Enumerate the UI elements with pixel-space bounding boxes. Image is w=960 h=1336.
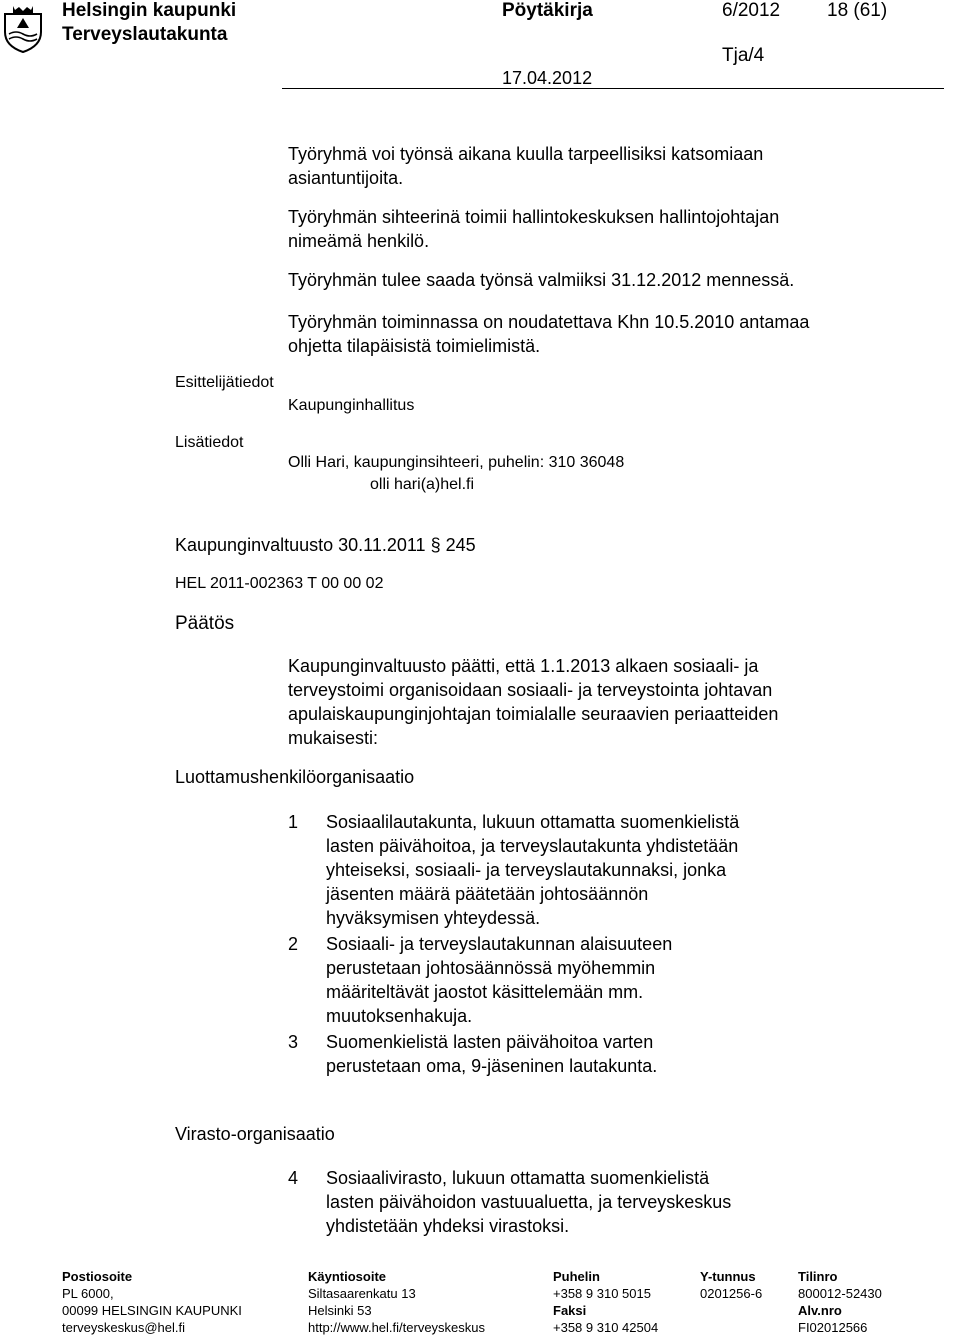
footer-visiting-address: Käyntiosoite Siltasaarenkatu 13 Helsinki 53 http://www.hel.fi/terveyskeskus <box>308 1269 486 1335</box>
intro-paragraph-3: Työryhmän tulee saada työnsä valmiiksi 31.12.2012 mennessä. <box>288 270 795 290</box>
agency-org-heading: Virasto-organisaatio <box>175 1124 335 1144</box>
presenter-label: Esittelijätiedot <box>175 374 274 391</box>
meeting-date: 17.04.2012 <box>502 68 593 88</box>
decision-text: Kaupunginvaltuusto päätti, että 1.1.2013 alkaen sosiaali- ja terveystoimi organisoidaan sosiaali- ja terveystointa johtavan apulaiskaupunginjohtajan toimialalle seuraavien periaatteiden mukaisesti: <box>288 656 779 748</box>
board-name: Terveyslautakunta <box>62 24 228 45</box>
additional-label: Lisätiedot <box>175 434 244 451</box>
header-rule <box>282 88 944 89</box>
intro-paragraph-1: Työryhmä voi työnsä aikana kuulla tarpeellisiksi katsomiaan asiantuntijoita. <box>288 144 764 188</box>
presenter-value: Kaupunginhallitus <box>288 397 415 414</box>
case-reference: HEL 2011-002363 T 00 00 02 <box>175 575 384 592</box>
org-name: Helsingin kaupunki <box>62 0 237 21</box>
helsinki-crest-logo <box>2 2 44 54</box>
footer-postal-address: Postiosoite PL 6000, 00099 HELSINGIN KAUPUNKI terveyskeskus@hel.fi <box>62 1269 242 1335</box>
council-heading: Kaupunginvaltuusto 30.11.2011 § 245 <box>175 535 476 555</box>
page-count: 18 (61) <box>827 0 888 21</box>
contact-email: olli hari(a)hel.fi <box>370 476 475 493</box>
section-code: Tja/4 <box>722 45 765 66</box>
footer-phone: Puhelin +358 9 310 5015 Faksi +358 9 310 42504 <box>553 1269 659 1335</box>
doc-number: 6/2012 <box>722 0 781 21</box>
intro-paragraph-4: Työryhmän toiminnassa on noudatettava Khn 10.5.2010 antamaa ohjetta tilapäisistä toimielimistä. <box>288 312 810 356</box>
doc-type: Pöytäkirja <box>502 0 593 21</box>
footer-account: Tilinro 800012-52430 Alv.nro FI02012566 <box>798 1269 882 1335</box>
intro-paragraph-2: Työryhmän sihteerinä toimii hallintokeskuksen hallintojohtajan nimeämä henkilö. <box>288 207 780 251</box>
section-mark: § 245 <box>430 535 476 555</box>
decision-label: Päätös <box>175 613 235 634</box>
footer-business-id: Y-tunnus 0201256-6 <box>700 1269 763 1301</box>
trust-org-heading: Luottamushenkilöorganisaatio <box>175 767 415 787</box>
contact-info: Olli Hari, kaupunginsihteeri, puhelin: 310 36048 <box>288 454 625 471</box>
